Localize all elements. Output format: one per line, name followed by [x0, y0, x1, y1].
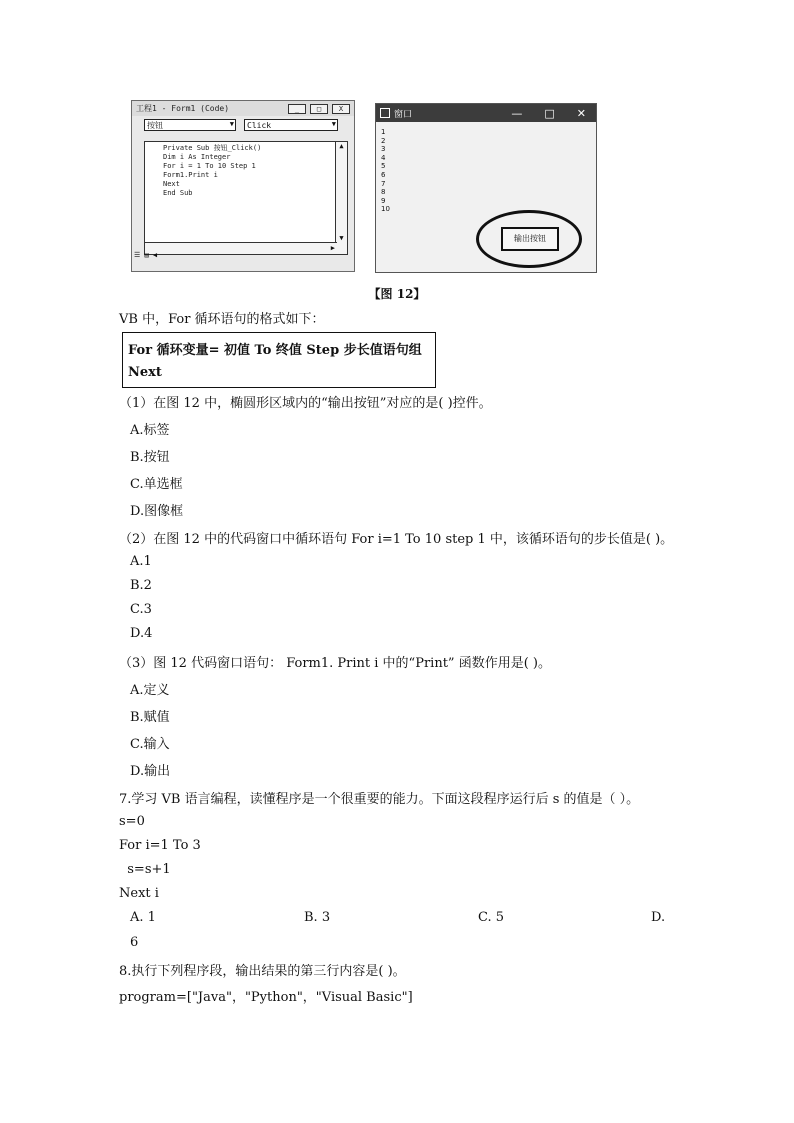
form-window-title: 窗口	[394, 109, 413, 120]
minimize-icon: —	[511, 106, 523, 120]
maximize-icon: □	[544, 106, 555, 120]
close-icon: X	[332, 104, 350, 114]
q7-code-line-1: s=0	[119, 814, 145, 829]
q1-option-c: C.单选框	[130, 477, 183, 492]
vertical-scrollbar	[335, 142, 347, 254]
figure-caption: 【图 12】	[368, 287, 426, 301]
question-1-stem: （1）在图 12 中，椭圆形区域内的“输出按钮”对应的是( )控件。	[119, 396, 492, 411]
minimize-icon: _	[288, 104, 306, 114]
chevron-down-icon: ▼	[229, 120, 234, 128]
q3-option-b: B.赋值	[130, 710, 170, 725]
q2-option-a: A.1	[130, 554, 152, 569]
syntax-line-1: For 循环变量= 初值 To 终值 Step 步长值语句组	[128, 343, 422, 358]
question-8-stem: 8.执行下列程序段，输出结果的第三行内容是( )。	[119, 964, 406, 979]
q2-option-d: D.4	[130, 626, 153, 641]
q8-code-line-1: program=["Java"，"Python"，"Visual Basic"]	[119, 990, 413, 1005]
code-text: Private Sub 按钮_Click() Dim i As Integer For i = 1 To 10 Step 1 Form1.Print i Next End Sub	[163, 144, 262, 197]
scroll-up-icon: ▲	[339, 142, 344, 150]
chevron-down-icon: ▼	[331, 120, 336, 128]
q7-option-c: C. 5	[478, 910, 505, 925]
intro-text: VB 中，For 循环语句的格式如下：	[119, 312, 325, 327]
q7-option-a: A. 1	[130, 910, 156, 925]
vb-code-window	[131, 100, 355, 272]
q7-code-line-3: s=s+1	[119, 862, 171, 877]
event-combo-value: Click	[247, 120, 272, 130]
q7-option-b: B. 3	[304, 910, 331, 925]
question-3-stem: （3）图 12 代码窗口语句： Form1. Print i 中的“Print” 函数作用是( )。	[119, 656, 551, 671]
event-combo	[244, 119, 338, 131]
object-combo	[144, 119, 236, 131]
output-numbers: 1 2 3 4 5 6 7 8 9 10	[381, 128, 390, 214]
scroll-right-icon: ▶	[330, 244, 335, 252]
form-window-titlebar	[376, 104, 596, 122]
q2-option-c: C.3	[130, 602, 152, 617]
q7-option-d-value: 6	[130, 935, 139, 950]
code-window-title: 工程1 - Form1 (Code)	[136, 104, 230, 113]
window-icon	[380, 108, 390, 118]
code-window-titlebar	[132, 101, 354, 116]
q3-option-a: A.定义	[130, 683, 170, 698]
question-2-stem: （2）在图 12 中的代码窗口中循环语句 For i=1 To 10 step 1 中，该循环语句的步长值是( )。	[119, 532, 674, 547]
q2-option-b: B.2	[130, 578, 152, 593]
q3-option-d: D.输出	[130, 764, 171, 779]
q7-code-line-2: For i=1 To 3	[119, 838, 201, 853]
code-editor	[144, 141, 348, 255]
question-7-stem: 7.学习 VB 语言编程，读懂程序是一个很重要的能力。下面这段程序运行后 s 的值是（ ）。	[119, 792, 640, 807]
view-toggle-icons: ☰ ▤ ◀	[134, 251, 158, 259]
q3-option-c: C.输入	[130, 737, 170, 752]
q7-option-d: D.	[651, 910, 666, 925]
syntax-line-2: Next	[128, 365, 162, 380]
close-icon: ✕	[576, 106, 586, 120]
q1-option-d: D.图像框	[130, 504, 184, 519]
q1-option-a: A.标签	[130, 423, 170, 438]
object-combo-value: 按钮	[147, 120, 163, 130]
syntax-box	[122, 332, 436, 388]
output-button: 输出按钮	[501, 227, 559, 251]
maximize-icon: □	[310, 104, 328, 114]
q1-option-b: B.按钮	[130, 450, 170, 465]
vb-form-window	[375, 103, 597, 273]
scroll-down-icon: ▼	[339, 234, 344, 242]
horizontal-scrollbar	[145, 242, 337, 254]
q7-code-line-4: Next i	[119, 886, 159, 901]
